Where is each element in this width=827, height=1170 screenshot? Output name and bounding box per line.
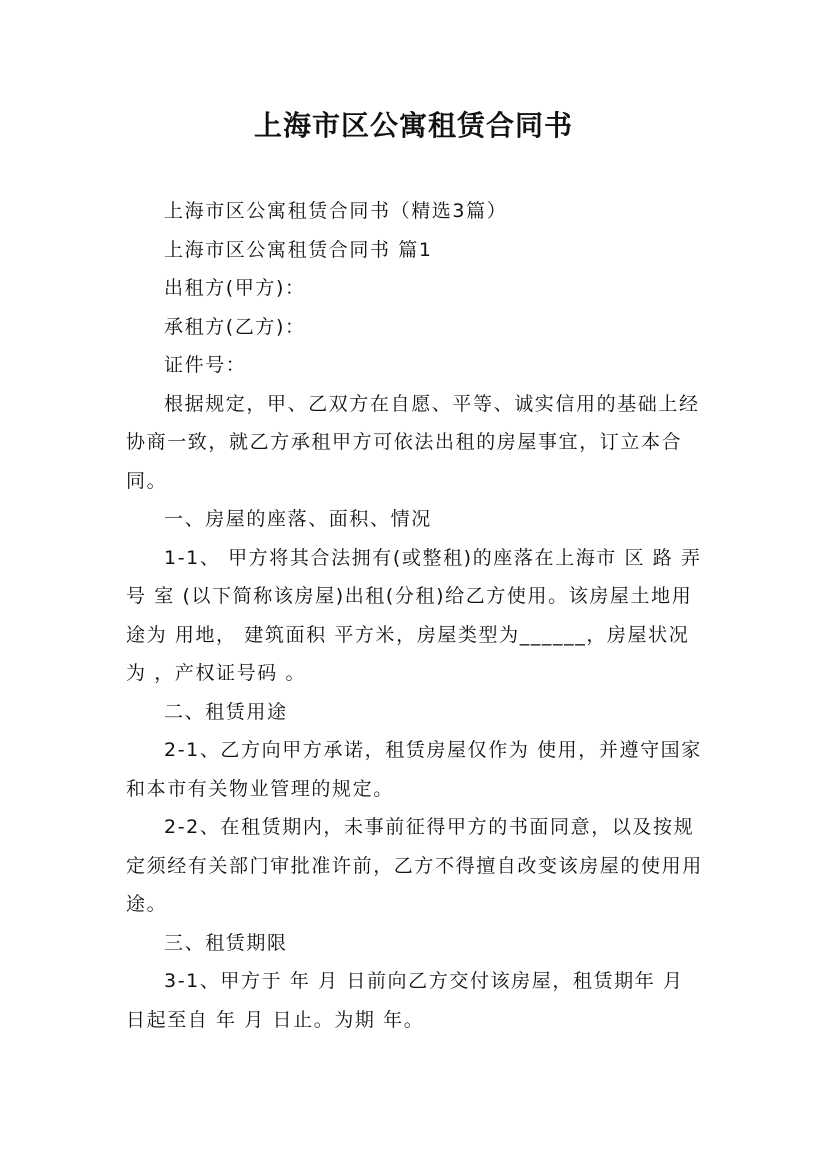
preamble-paragraph: 根据规定，甲、乙双方在自愿、平等、诚实信用的基础上经协商一致，就乙方承租甲方可依法出租的房屋事宜，订立本合同。 <box>126 392 700 492</box>
section-heading-use: 二、租赁用途 <box>164 700 288 723</box>
document-body <box>126 192 704 1039</box>
lessor-line: 出租方(甲方)： <box>164 277 306 299</box>
section-heading-part-1: 上海市区公寓租赁合同书 篇1 <box>164 238 433 261</box>
subtitle-paragraph: 上海市区公寓租赁合同书（精选3篇） <box>164 200 508 222</box>
clause-3-1: 3-1、甲方于 年 月 日前向乙方交付该房屋，租赁期年 月 日起至自 年 月 日止。为期 年。 <box>126 970 684 1031</box>
clause-2-1: 2-1、乙方向甲方承诺，租赁房屋仅作为 使用，并遵守国家和本市有关物业管理的规定。 <box>126 739 702 800</box>
section-heading-property: 一、房屋的座落、面积、情况 <box>164 508 432 530</box>
clause-2-2: 2-2、在租赁期内，未事前征得甲方的书面同意，以及按规定须经有关部门审批准许前，乙方不得擅自改变该房屋的使用用途。 <box>126 816 703 915</box>
document-title: 上海市区公寓租赁合同书 <box>253 109 573 142</box>
section-heading-term: 三、租赁期限 <box>164 931 288 954</box>
clause-1-1: 1-1、 甲方将其合法拥有(或整租)的座落在上海市 区 路 弄 号 室 (以下简称该房屋)出租(分租)给乙方使用。该房屋土地用途为 用地， 建筑面积 平方米，房屋类型为______，房屋状况为 ，产权证号码 。 <box>126 546 702 684</box>
id-number-line: 证件号： <box>164 354 247 376</box>
lessee-line: 承租方(乙方)： <box>164 315 306 338</box>
